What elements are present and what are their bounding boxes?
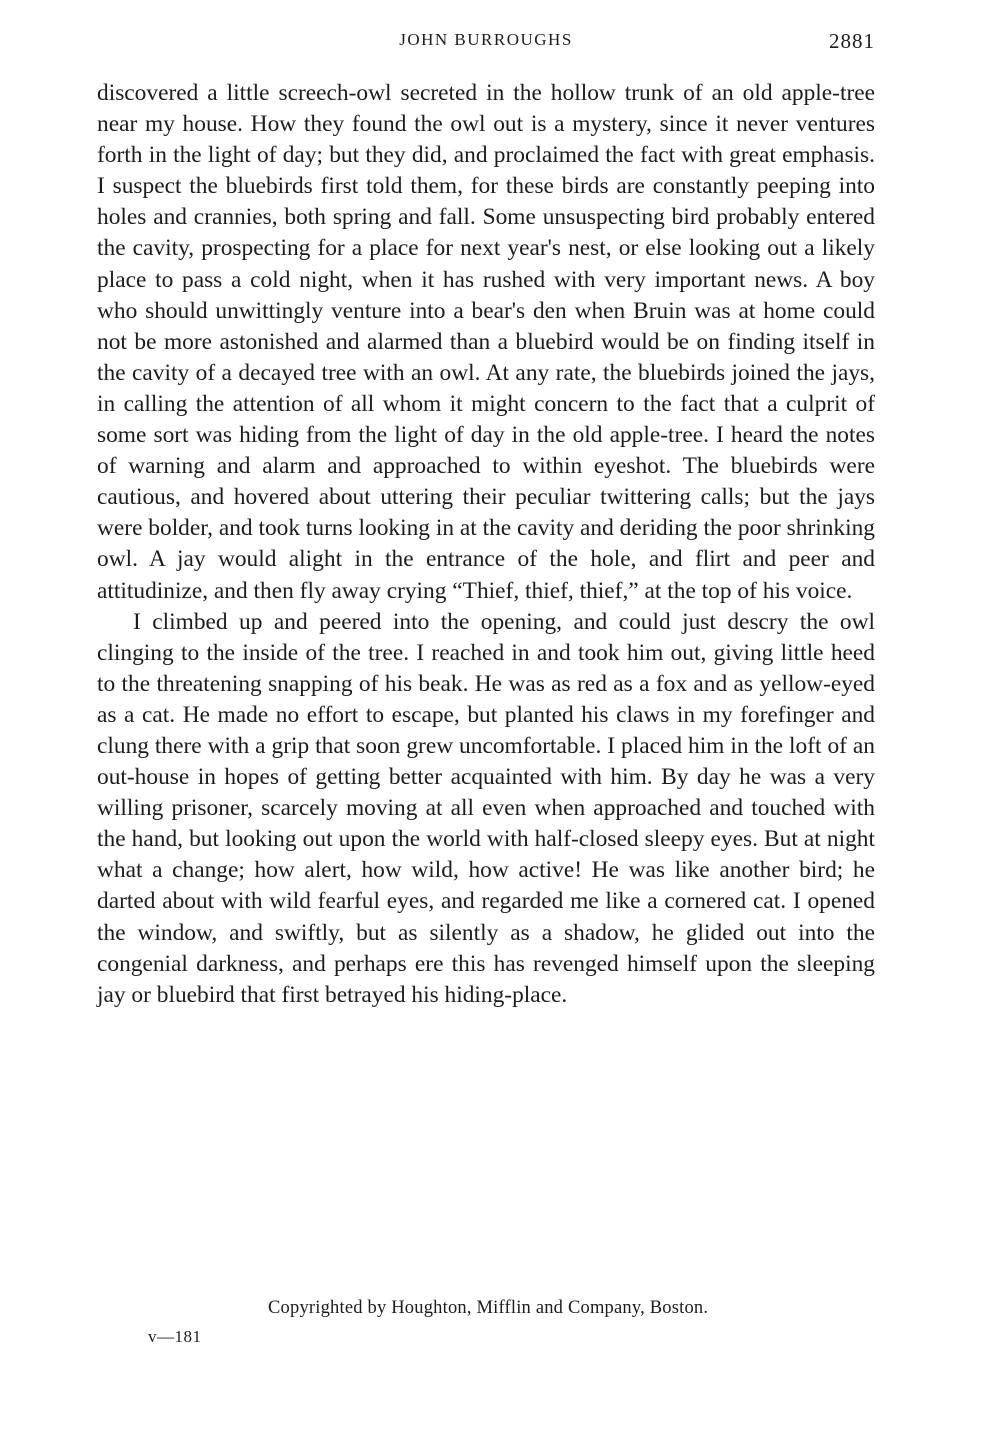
- paragraph-2: I climbed up and peered into the opening, and could just descry the owl clinging to the inside of the tree. I reached in and took him out, giving little heed to the threatening snapping of his beak. He was as red as a fox and as yellow-eyed as a cat. He made no effort to escape, but planted his claws in my forefinger and clung there with a grip that soon grew uncomfortable. I placed him in the loft of an out-house in hopes of getting better acquainted with him. By day he was a very willing prisoner, scarcely moving at all even when approached and touched with the hand, but looking out upon the world with half-closed sleepy eyes. But at night what a change; how alert, how wild, how active! He was like another bird; he darted about with wild fearful eyes, and regarded me like a cornered cat. I opened the window, and swiftly, but as silently as a shadow, he glided out into the congenial darkness, and perhaps ere this has revenged himself upon the sleeping jay or bluebird that first betrayed his hiding-place.: [97, 608, 875, 1008]
- running-head: [97, 30, 875, 56]
- page-number: 2881: [829, 29, 875, 53]
- running-title: JOHN BURROUGHS: [399, 30, 573, 49]
- paragraph-1: discovered a little screech-owl secreted in the hollow trunk of an old apple-tree near my house. How they found the owl out is a mystery, since it never ventures forth in the light of day; but they did, and proclaimed the fact with great emphasis. I suspect the bluebirds first told them, for these birds are constantly peeping into holes and crannies, both spring and fall. Some unsuspecting bird probably entered the cavity, prospecting for a place for next year's nest, or else looking out a likely place to pass a cold night, when it has rushed with very important news. A boy who should unwittingly venture into a bear's den when Bruin was at home could not be more astonished and alarmed than a bluebird would be on finding itself in the cavity of a decayed tree with an owl. At any rate, the bluebirds joined the jays, in calling the attention of all whom it might concern to the fact that a culprit of some sort was hiding from the light of day in the old apple-tree. I heard the notes of warning and alarm and approached to within eyeshot. The bluebirds were cautious, and hovered about uttering their peculiar twittering calls; but the jays were bolder, and took turns looking in at the cavity and deriding the poor shrinking owl. A jay would alight in the entrance of the hole, and flirt and peer and attitudinize, and then fly away crying “Thief, thief, thief,” at the top of his voice.: [97, 80, 875, 604]
- signature-mark: v—181: [148, 1327, 202, 1346]
- copyright-notice: Copyrighted by Houghton, Mifflin and Company, Boston.: [268, 1298, 709, 1318]
- body-text: [97, 78, 875, 1011]
